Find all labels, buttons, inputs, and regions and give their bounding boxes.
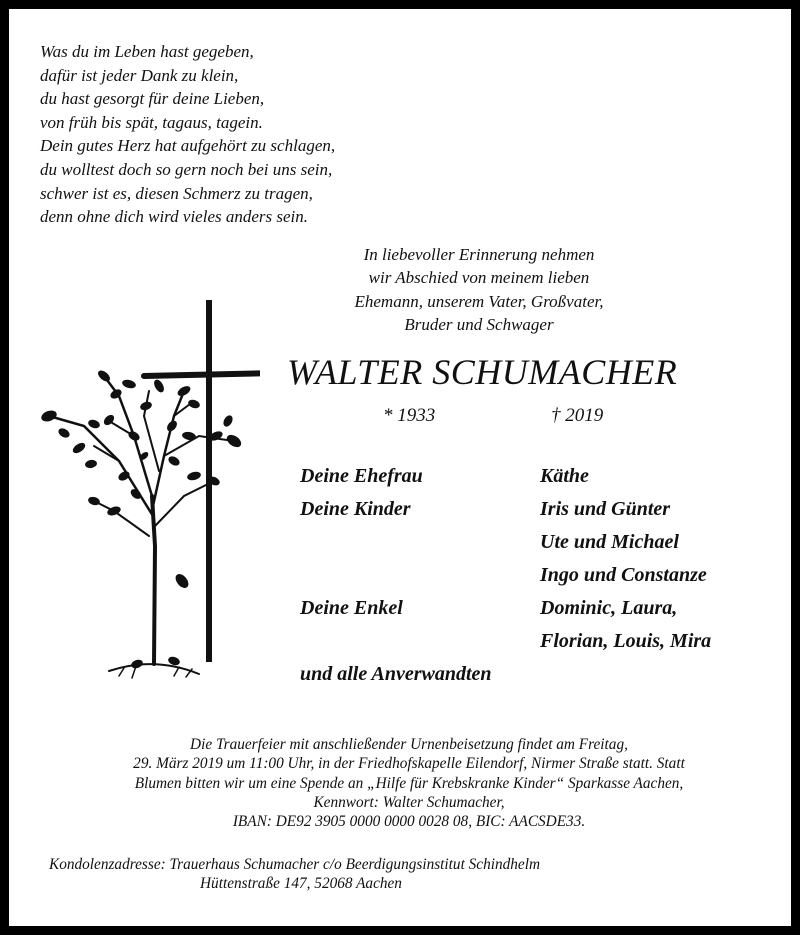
poem-line: schwer ist es, diesen Schmerz zu tragen, <box>40 183 313 203</box>
grandchildren-entry: Florian, Louis, Mira <box>540 630 712 652</box>
poem <box>40 40 335 229</box>
children-label: Deine Kinder <box>300 498 411 520</box>
spouse-name: Käthe <box>540 465 589 487</box>
poem-line: Dein gutes Herz hat aufgehört zu schlagen, <box>40 136 336 156</box>
intro-line: wir Abschied von meinem lieben <box>368 268 590 288</box>
ceremony-line: Die Trauerfeier mit anschließender Urnenbeisetzung findet am Freitag, <box>190 736 628 753</box>
condolence-street: Hüttenstraße 147, 52068 Aachen <box>200 875 402 893</box>
grandchildren-label: Deine Enkel <box>300 597 403 619</box>
children-entry: Ingo und Constanze <box>540 564 707 586</box>
poem-line: Was du im Leben hast gegeben, <box>40 42 254 61</box>
obituary-notice <box>9 9 791 926</box>
poem-line: du hast gesorgt für deine Lieben, <box>40 89 265 109</box>
death-year: † 2019 <box>551 405 604 426</box>
condolence-address <box>49 855 540 894</box>
intro-line: Ehemann, unserem Vater, Großvater, <box>354 291 604 311</box>
poem-line: du wolltest doch so gern noch bei uns sein, <box>40 159 333 179</box>
poem-line: dafür ist jeder Dank zu klein, <box>40 65 239 85</box>
intro-text <box>309 243 649 337</box>
ceremony-line: IBAN: DE92 3905 0000 0000 0028 08, BIC: AACSDE33. <box>232 813 586 831</box>
grandchildren-entry: Dominic, Laura, <box>540 597 678 619</box>
birth-year: * 1933 <box>383 405 436 426</box>
intro-line: In liebevoller Erinnerung nehmen <box>363 245 595 264</box>
deceased-name: WALTER SCHUMACHER <box>287 352 678 392</box>
ceremony-line: Blumen bitten wir um eine Spende an „Hilfe für Krebskranke Kinder“ Sparkasse Aachen, <box>134 774 684 792</box>
children-entry: Ute und Michael <box>540 531 679 553</box>
poem-line: von früh bis spät, tagaus, tagein. <box>40 112 263 132</box>
ceremony-info <box>29 735 789 831</box>
ceremony-line: 29. März 2019 um 11:00 Uhr, in der Friedhofskapelle Eilendorf, Nirmer Straße statt. Statt <box>133 755 685 773</box>
condolence-line: Kondolenzadresse: Trauerhaus Schumacher c/o Beerdigungsinstitut Schindhelm <box>49 856 541 873</box>
relatives-line: und alle Anverwandten <box>300 663 492 685</box>
ceremony-line: Kennwort: Walter Schumacher, <box>313 793 505 811</box>
cross-and-tree-icon <box>24 296 260 696</box>
intro-line: Bruder und Schwager <box>404 315 554 335</box>
poem-line: denn ohne dich wird vieles anders sein. <box>40 207 309 227</box>
spouse-label: Deine Ehefrau <box>300 465 423 487</box>
children-entry: Iris und Günter <box>540 498 671 520</box>
